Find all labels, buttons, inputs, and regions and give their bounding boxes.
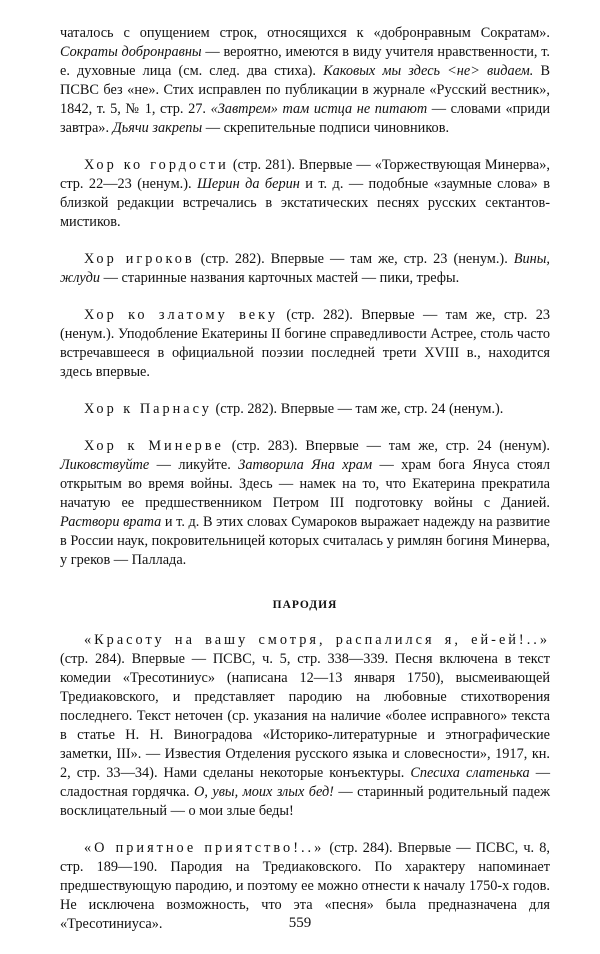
spaced-heading: Хор к Парнасу: [84, 401, 212, 417]
note-text: (стр. 283). Впервые — там же, стр. 24 (ненум).: [223, 438, 551, 454]
spaced-heading: Хор к Минерве: [84, 438, 224, 454]
page-body: [60, 24, 550, 952]
note-text: — ликуйте.: [149, 457, 239, 473]
italic-term: Раствори врата: [60, 514, 162, 530]
spaced-heading: «О приятное приятство!..»: [84, 840, 325, 856]
note-text: (стр. 281). Впервые — «Торжествующая Минерва», стр. 22—23 (ненум.).: [60, 157, 550, 192]
italic-term: Сократы добронравны: [60, 44, 202, 60]
italic-term: О, увы, моих злых бед!: [194, 784, 334, 800]
note-text: — старинные названия карточных мастей — пики, трефы.: [100, 270, 460, 286]
note-text: В ПСВС без «не». Стих исправлен по публикации в журнале «Русский вестник», 1842, т. 5, № 1, стр. 27.: [60, 63, 551, 117]
note-chorus-golden-age: [60, 306, 550, 382]
note-text: — словами «приди завтра».: [60, 101, 550, 136]
section-title: ПАРОДИЯ: [272, 599, 338, 611]
spaced-heading: «Красоту на вашу смотря, распалился я, ей-ей!..»: [84, 632, 550, 648]
italic-term: Вины, жлуди: [60, 251, 550, 286]
italic-term: Спесиха слатенька: [410, 765, 530, 781]
note-text: (стр. 284). Впервые — ПСВС, ч. 5, стр. 338—339. Песня включена в текст комедии «Тресотиниус» (написана 12—13 января 1750), высмеивающей Тредиаковского, и представляет пародию на любовные стихотворения последнего. Текст неточен (ср. указания на наличие «более исправного» текста в статье Н. Н. Виноградова «Историко-литературные и этнографические заметки, III». — Известия Отделения русского языка и словесности», 1917, кн. 2, стр. 33—34). Нами сделаны некоторые конъектуры.: [60, 651, 550, 781]
spaced-heading: Хор ко гордости: [84, 157, 229, 173]
italic-term: Шерин да берин: [197, 176, 300, 192]
note-chorus-players: [60, 250, 550, 288]
note-text: (стр. 282). Впервые — там же, стр. 23 (ненум.).: [194, 251, 514, 267]
italic-term: Ликовствуйте: [60, 457, 150, 473]
note-text: (стр. 282). Впервые — там же, стр. 23 (ненум.). Уподобление Екатерины II богине справедливости Астрее, столь часто встречавшееся в официальной поэзии последней трети XVIII в., находится здесь впервые.: [60, 307, 550, 380]
spaced-heading: Хор ко златому веку: [84, 307, 279, 323]
note-chorus-minerva: [60, 437, 550, 570]
italic-term: Дьячи закрепы: [112, 120, 203, 136]
note-chorus-parnassus: [60, 400, 550, 419]
italic-term: Каковых мы здесь <не> видаем.: [323, 63, 534, 79]
note-text: — скрепительные подписи чиновников.: [202, 120, 450, 136]
note-chorus-pride: [60, 156, 550, 232]
note-text: — вероятно, имеются в виду учителя нравственности, т. е. духовные лица (см. след. два стиха).: [60, 44, 550, 79]
italic-term: Затворила Яна храм: [238, 457, 373, 473]
spaced-heading: Хор игроков: [84, 251, 195, 267]
note-text: — храм бога Януса стоял открытым во время войны. Здесь — намек на то, что Екатерина прекратила начатую ее предшественником Петром III подготовку войны с Данией.: [60, 457, 550, 511]
note-text: чаталось с опущением строк, относящихся к «добронравным Сократам».: [60, 25, 550, 41]
note-text: — старинный родительный падеж восклицательный — о мои злые беды!: [60, 784, 550, 819]
note-text: и т. д. В этих словах Сумароков выражает надежду на развитие в России наук, покровительницей которых считалась у римлян богиня Минерва, у греков — Паллада.: [60, 514, 550, 568]
page-number: 559: [288, 915, 312, 931]
note-text: и т. д. — подобные «заумные слова» в близкой редакции встречались в экстатических песнях русских сектантов-мистиков.: [60, 176, 550, 230]
note-text: (стр. 282). Впервые — там же, стр. 24 (ненум.).: [211, 401, 504, 417]
note-parody-beauty: [60, 631, 550, 821]
note-text: (стр. 284). Впервые — ПСВС, ч. 8, стр. 189—190. Пародия на Тредиаковского. По характеру напоминает предшествующую пародию, и поэтому ее можно отнести к началу 1750-х годов. Не исключена возможность, что эта «песня» была предназначена для «Тресотиниуса».: [60, 840, 550, 932]
italic-term: «Завтрем» там истца не питают: [210, 101, 428, 117]
note-text: — сладостная гордячка.: [60, 765, 550, 800]
note-continuation: [60, 24, 550, 138]
